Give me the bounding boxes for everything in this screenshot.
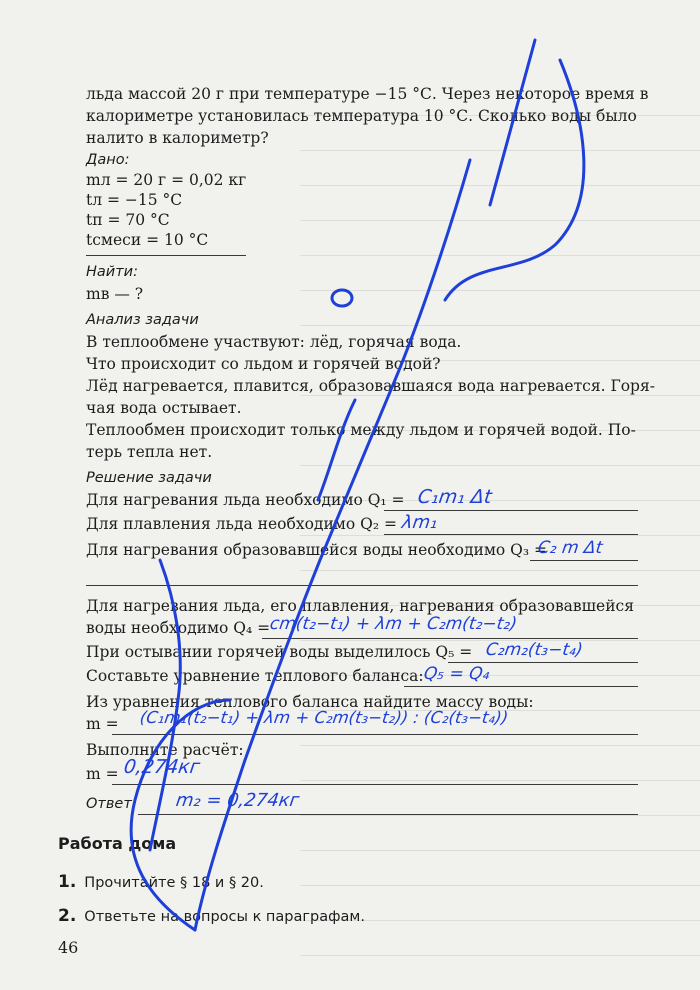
q3-handwritten-answer: C₂ m Δt (536, 538, 604, 558)
analysis-line: чая вода остывает. (86, 399, 242, 417)
mass-handwritten-answer: (C₁m₁(t₂−t₁) + λm + C₂m(t₃−t₂)) : (C₂(t₃−t₄)) (138, 708, 510, 727)
q5-label: При остывании горячей воды выделилось Q₅ = (86, 643, 473, 661)
q4-answer-line (262, 638, 638, 639)
answer-line (138, 814, 638, 815)
analysis-line: Что происходит со льдом и горячей водой? (86, 355, 441, 373)
given-temp-hot: tп = 70 °С (86, 211, 170, 229)
analysis-line: терь тепла нет. (86, 443, 213, 461)
find-value: mв — ? (86, 285, 144, 303)
solution-heading: Решение задачи (86, 470, 212, 486)
calc-answer-line (112, 784, 638, 785)
q1-answer-line (384, 510, 638, 511)
analysis-line: Теплообмен происходит только между льдом и горячей водой. По- (86, 421, 636, 439)
analysis-heading: Анализ задачи (86, 312, 199, 328)
calc-prefix: m = (86, 765, 119, 783)
mass-prefix: m = (86, 715, 119, 733)
blank-answer-line (86, 585, 638, 586)
given-underline (86, 255, 246, 256)
q4-label-line-2: воды необходимо Q₄ = (86, 619, 271, 637)
balance-label: Составьте уравнение теплового баланса: (86, 667, 424, 685)
homework-item-number: 2. (58, 906, 77, 926)
page-number: 46 (58, 938, 79, 957)
mass-answer-line (112, 734, 638, 735)
q3-answer-line (530, 560, 638, 561)
analysis-line: В теплообмене участвуют: лёд, горячая вода. (86, 333, 462, 351)
q5-answer-line (448, 662, 638, 663)
balance-handwritten-answer: Q₅ = Q₄ (422, 664, 491, 684)
q2-handwritten-answer: λm₁ (400, 512, 439, 533)
homework-item-text: Ответьте на вопросы к параграфам. (84, 909, 365, 925)
q1-label: Для нагревания льда необходимо Q₁ = (86, 491, 405, 509)
answer-handwritten: m₂ = 0,274кг (174, 790, 301, 811)
answer-label: Ответ: (86, 796, 137, 812)
mass-label: Из уравнения теплового баланса найдите массу воды: (86, 693, 534, 711)
q3-label: Для нагревания образовавшейся воды необходимо Q₃ = (86, 541, 548, 559)
find-heading: Найти: (86, 264, 138, 280)
calc-label: Выполните расчёт: (86, 741, 244, 759)
homework-item-text: Прочитайте § 18 и § 20. (84, 875, 264, 891)
q1-handwritten-answer: C₁m₁ Δt (416, 486, 494, 508)
given-temp-mix: tсмеси = 10 °С (86, 231, 209, 249)
q2-answer-line (384, 534, 638, 535)
q5-handwritten-answer: C₂m₂(t₃−t₄) (484, 640, 584, 660)
q4-handwritten-answer: cm(t₂−t₁) + λm + C₂m(t₂−t₂) (268, 614, 519, 634)
homework-item-2 (58, 906, 365, 926)
q2-label: Для плавления льда необходимо Q₂ = (86, 515, 397, 533)
homework-title: Работа дома (58, 834, 177, 853)
analysis-line: Лёд нагревается, плавится, образовавшаяся вода нагревается. Горя- (86, 377, 655, 395)
given-heading: Дано: (86, 152, 130, 168)
homework-item-number: 1. (58, 872, 77, 892)
given-mass-ice: mл = 20 г = 0,02 кг (86, 171, 247, 189)
given-temp-ice: tл = −15 °С (86, 191, 183, 209)
homework-item-1 (58, 872, 264, 892)
problem-line-2: калориметре установилась температура 10 °С. Сколько воды было (86, 107, 637, 125)
balance-answer-line (404, 686, 638, 687)
calc-handwritten-answer: 0,274кг (122, 756, 202, 778)
problem-line-1: льда массой 20 г при температуре −15 °С. Через некоторое время в (86, 85, 649, 103)
q4-label-line-1: Для нагревания льда, его плавления, нагревания образовавшейся (86, 597, 635, 615)
problem-line-3: налито в калориметр? (86, 129, 269, 147)
